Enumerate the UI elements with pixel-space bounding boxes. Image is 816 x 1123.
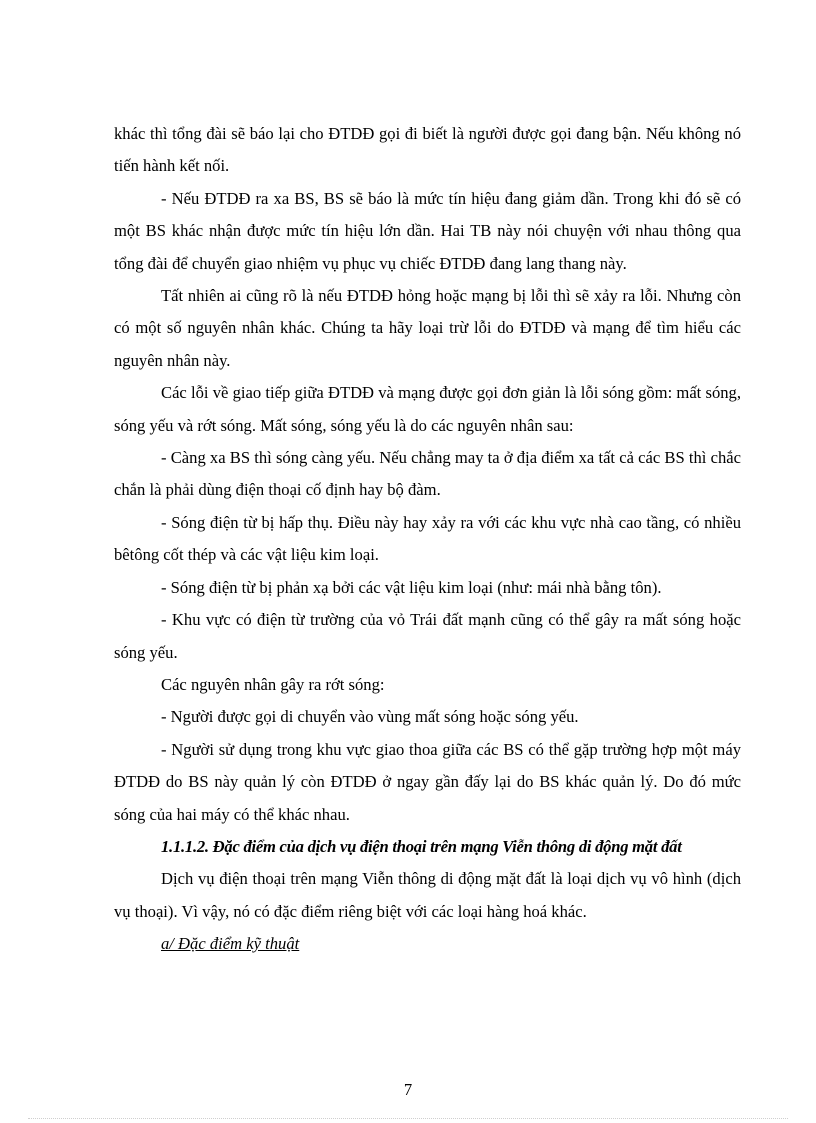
paragraph-handover: - Nếu ĐTDĐ ra xa BS, BS sẽ báo là mức tín hiệu đang giảm dần. Trong khi đó sẽ có một BS khác nhận được mức tín hiệu lớn dần. Hai TB này nói chuyện với nhau thông qua tổng đài để chuyển giao nhiệm vụ phục vụ chiếc ĐTDĐ đang lang thang này. <box>114 188 741 273</box>
paragraph-errors-intro: Tất nhiên ai cũng rõ là nếu ĐTDĐ hỏng hoặc mạng bị lỗi thì sẽ xảy ra lỗi. Nhưng còn có một số nguyên nhân khác. Chúng ta hãy loại trừ lỗi do ĐTDĐ và mạng để tìm hiểu các nguyên nhân này. <box>114 286 741 370</box>
section-paragraph: Dịch vụ điện thoại trên mạng Viễn thông di động mặt đất là loại dịch vụ vô hình (dịch vụ thoại). Vì vậy, nó có đặc điểm riêng biệt với các loại hàng hoá khác. <box>114 869 741 921</box>
list-item-distance: - Càng xa BS thì sóng càng yếu. Nếu chẳng may ta ở địa điểm xa tất cả các BS thì chắc chắn là phải dùng điện thoại cố định hay bộ đàm. <box>114 448 741 500</box>
subheading-wrapper <box>114 928 741 960</box>
page-number: 7 <box>403 1080 413 1099</box>
paragraph-continuation: khác thì tổng đài sẽ báo lại cho ĐTDĐ gọi đi biết là người được gọi đang bận. Nếu không nó tiến hành kết nối. <box>114 124 741 176</box>
paragraph-drop-causes: Các nguyên nhân gây ra rớt sóng: <box>161 674 385 694</box>
footer-divider <box>28 1118 788 1119</box>
list-item-moving: - Người được gọi di chuyển vào vùng mất sóng hoặc sóng yếu. <box>161 707 579 727</box>
list-item-absorption: - Sóng điện từ bị hấp thụ. Điều này hay xảy ra với các khu vực nhà cao tầng, có nhiều bêtông cốt thép và các vật liệu kim loại. <box>114 512 741 565</box>
subheading-technical: a/ Đặc điểm kỹ thuật <box>161 934 300 954</box>
list-item-reflection: - Sóng điện từ bị phản xạ bởi các vật liệu kim loại (như: mái nhà bằng tôn). <box>161 577 662 597</box>
list-item-earth-field: - Khu vực có điện từ trường của vỏ Trái đất mạnh cũng có thể gây ra mất sóng hoặc sóng yếu. <box>114 610 741 662</box>
page-body <box>114 118 741 961</box>
section-heading: 1.1.1.2. Đặc điểm của dịch vụ điện thoại trên mạng Viễn thông di động mặt đất <box>161 836 682 856</box>
paragraph-signal-errors: Các lỗi về giao tiếp giữa ĐTDĐ và mạng được gọi đơn giản là lỗi sóng gồm: mất sóng, sóng yếu và rớt sóng. Mất sóng, sóng yếu là do các nguyên nhân sau: <box>114 383 741 435</box>
list-item-interference: - Người sử dụng trong khu vực giao thoa giữa các BS có thể gặp trường hợp một máy ĐTDĐ do BS này quản lý còn ĐTDĐ ở ngay gần đấy lại do BS khác quản lý. Do đó mức sóng của hai máy có thể khác nhau. <box>114 739 741 824</box>
